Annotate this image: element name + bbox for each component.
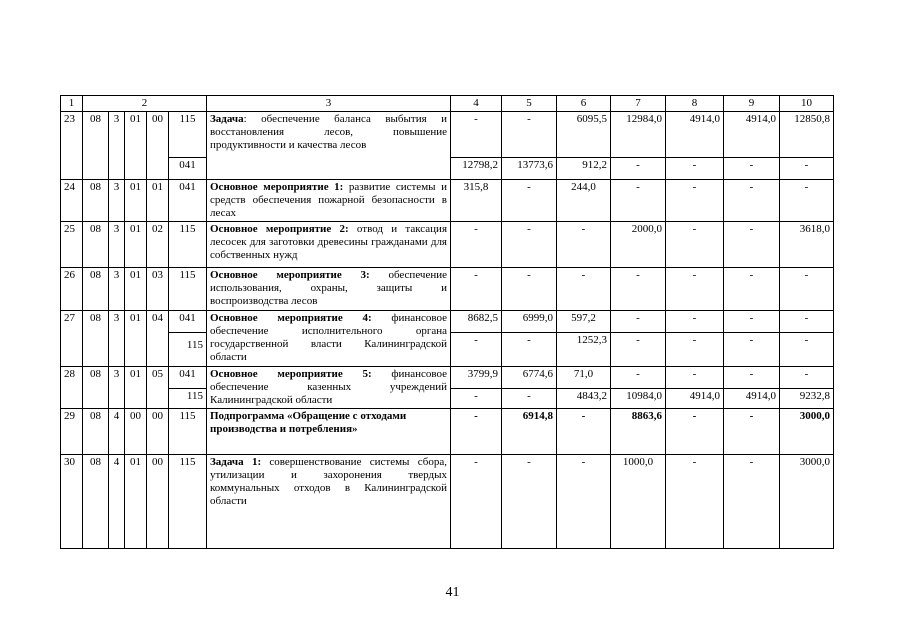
description-cell: [207, 455, 451, 549]
code-cell: 00: [147, 112, 169, 180]
description-text: : обеспечение баланса выбытия и восстановления лесов, повышение продуктивности и качества лесов: [210, 113, 447, 151]
code-cell: 00: [147, 455, 169, 549]
value-cell: -: [724, 222, 780, 268]
value-cell: -: [611, 158, 666, 180]
budget-table: [60, 95, 834, 549]
value-cell: -: [724, 180, 780, 222]
value-cell: 6095,5: [557, 112, 611, 158]
description-cell: [207, 367, 451, 409]
value-cell: 6914,8: [502, 409, 557, 455]
value-cell: -: [451, 112, 502, 158]
value-cell: -: [666, 311, 724, 333]
value-cell: 4914,0: [666, 389, 724, 409]
value-cell: 13773,6: [502, 158, 557, 180]
value-cell: 71,0: [557, 367, 611, 389]
value-cell: 4914,0: [666, 112, 724, 158]
value-cell: -: [724, 158, 780, 180]
value-cell: 2000,0: [611, 222, 666, 268]
code-cell: 01: [125, 367, 147, 409]
description-label: Основное мероприятие 3:: [210, 269, 370, 281]
code-cell: 08: [83, 409, 109, 455]
value-cell: -: [502, 180, 557, 222]
header-row: [61, 96, 834, 112]
value-cell: 6774,6: [502, 367, 557, 389]
value-cell: 912,2: [557, 158, 611, 180]
value-cell: -: [666, 455, 724, 549]
value-cell: -: [451, 333, 502, 367]
value-cell: -: [780, 367, 834, 389]
header-cell: 5: [502, 96, 557, 112]
code-cell: 3: [109, 367, 125, 409]
table-row: [61, 222, 834, 268]
description-cell: [207, 268, 451, 311]
value-cell: -: [666, 180, 724, 222]
subprogram-title: Подпрограмма «Обращение с отходами производства и потребления»: [207, 409, 451, 455]
row-number: 25: [61, 222, 83, 268]
code-cell: 115: [169, 222, 207, 268]
description-cell: [207, 112, 451, 180]
value-cell: -: [451, 389, 502, 409]
code-cell: 041: [169, 367, 207, 389]
code-cell: 01: [125, 112, 147, 180]
value-cell: -: [611, 333, 666, 367]
code-cell: 115: [169, 112, 207, 158]
value-cell: -: [724, 268, 780, 311]
code-cell: 02: [147, 222, 169, 268]
row-number: 26: [61, 268, 83, 311]
code-cell: 01: [125, 180, 147, 222]
code-cell: 115: [169, 268, 207, 311]
description-label: Основное мероприятие 1:: [210, 181, 344, 193]
value-cell: 12850,8: [780, 112, 834, 158]
row-number: 29: [61, 409, 83, 455]
value-cell: -: [502, 268, 557, 311]
value-cell: -: [611, 367, 666, 389]
code-cell: 05: [147, 367, 169, 409]
code-cell: 3: [109, 112, 125, 180]
description-text: обеспечение использования, охраны, защиты и воспроизводства лесов: [210, 269, 447, 307]
code-cell: 3: [109, 222, 125, 268]
value-cell: -: [666, 333, 724, 367]
code-cell: 4: [109, 409, 125, 455]
description-label: Основное мероприятие 2:: [210, 223, 349, 235]
value-cell: -: [780, 333, 834, 367]
header-cell: 8: [666, 96, 724, 112]
code-cell: 01: [125, 455, 147, 549]
table-row: [61, 455, 834, 549]
row-number: 28: [61, 367, 83, 409]
value-cell: -: [724, 455, 780, 549]
header-cell: 7: [611, 96, 666, 112]
code-cell: 08: [83, 268, 109, 311]
value-cell: -: [451, 268, 502, 311]
code-cell: 115: [169, 409, 207, 455]
value-cell: -: [666, 367, 724, 389]
value-cell: -: [611, 311, 666, 333]
code-cell: 08: [83, 180, 109, 222]
code-cell: 01: [125, 311, 147, 367]
value-cell: 10984,0: [611, 389, 666, 409]
value-cell: 597,2: [557, 311, 611, 333]
header-cell: 9: [724, 96, 780, 112]
description-cell: [207, 180, 451, 222]
value-cell: -: [780, 158, 834, 180]
value-cell: -: [502, 455, 557, 549]
code-cell: 08: [83, 112, 109, 180]
value-cell: 6999,0: [502, 311, 557, 333]
value-cell: -: [557, 222, 611, 268]
code-cell: 03: [147, 268, 169, 311]
code-cell: 041: [169, 180, 207, 222]
code-cell: 041: [169, 311, 207, 333]
value-cell: -: [557, 268, 611, 311]
header-cell: 10: [780, 96, 834, 112]
page-number: 41: [445, 585, 460, 600]
code-cell: 04: [147, 311, 169, 367]
code-cell: 08: [83, 367, 109, 409]
row-number: 27: [61, 311, 83, 367]
code-cell: 4: [109, 455, 125, 549]
table-row: [61, 409, 834, 455]
description-label: Задача 1:: [210, 456, 262, 468]
value-cell: -: [724, 409, 780, 455]
code-cell: 3: [109, 311, 125, 367]
value-cell: -: [451, 455, 502, 549]
value-cell: -: [502, 222, 557, 268]
value-cell: 4914,0: [724, 112, 780, 158]
value-cell: 4914,0: [724, 389, 780, 409]
code-cell: 08: [83, 222, 109, 268]
description-label: Основное мероприятие 4:: [210, 312, 372, 324]
description-text: финансовое обеспечение казенных учреждений Калининградской области: [210, 368, 448, 406]
value-cell: 4843,2: [557, 389, 611, 409]
value-cell: 244,0: [557, 180, 611, 222]
description-cell: [207, 222, 451, 268]
header-cell: 2: [83, 96, 207, 112]
value-cell: -: [666, 158, 724, 180]
description-text: развитие системы и средств обеспечения пожарной безопасности в лесах: [210, 181, 447, 219]
value-cell: -: [724, 311, 780, 333]
header-cell: 4: [451, 96, 502, 112]
code-cell: 3: [109, 180, 125, 222]
value-cell: 1000,0: [611, 455, 666, 549]
code-cell: 115: [169, 455, 207, 549]
code-cell: 08: [83, 455, 109, 549]
value-cell: -: [780, 311, 834, 333]
code-cell: 01: [125, 268, 147, 311]
value-cell: -: [666, 222, 724, 268]
value-cell: 9232,8: [780, 389, 834, 409]
header-cell: 3: [207, 96, 451, 112]
row-number: 30: [61, 455, 83, 549]
value-cell: 3000,0: [780, 455, 834, 549]
value-cell: -: [611, 268, 666, 311]
code-cell: 01: [147, 180, 169, 222]
header-cell: 6: [557, 96, 611, 112]
value-cell: 3618,0: [780, 222, 834, 268]
value-cell: 12984,0: [611, 112, 666, 158]
value-cell: -: [724, 367, 780, 389]
value-cell: 3000,0: [780, 409, 834, 455]
header-cell: 1: [61, 96, 83, 112]
value-cell: -: [780, 268, 834, 311]
table-row: [61, 180, 834, 222]
table-row: [61, 311, 834, 333]
value-cell: 1252,3: [557, 333, 611, 367]
table-row: [61, 367, 834, 389]
description-label: Основное мероприятие 5:: [210, 368, 372, 380]
description-cell: [207, 311, 451, 367]
code-cell: 3: [109, 268, 125, 311]
value-cell: 12798,2: [451, 158, 502, 180]
value-cell: 8863,6: [611, 409, 666, 455]
code-cell: 115: [169, 333, 207, 367]
value-cell: -: [611, 180, 666, 222]
code-cell: 08: [83, 311, 109, 367]
code-cell: 041: [169, 158, 207, 180]
description-text: финансовое обеспечение исполнительного органа государственной власти Калининградской области: [210, 312, 448, 363]
value-cell: -: [666, 268, 724, 311]
value-cell: -: [451, 222, 502, 268]
value-cell: 8682,5: [451, 311, 502, 333]
description-text: отвод и таксация лесосек для заготовки древесины гражданами для собственных нужд: [210, 223, 448, 261]
value-cell: 315,8: [451, 180, 502, 222]
code-cell: 115: [169, 389, 207, 409]
code-cell: 01: [125, 222, 147, 268]
code-cell: 00: [147, 409, 169, 455]
table-row: [61, 112, 834, 158]
description-text: совершенствование системы сбора, утилизации и захоронения твердых коммунальных отходов в Калининградской области: [210, 456, 448, 507]
value-cell: -: [666, 409, 724, 455]
row-number: 24: [61, 180, 83, 222]
value-cell: -: [780, 180, 834, 222]
value-cell: -: [502, 112, 557, 158]
description-label: Задача: [210, 113, 244, 125]
value-cell: 3799,9: [451, 367, 502, 389]
value-cell: -: [451, 409, 502, 455]
value-cell: -: [502, 389, 557, 409]
value-cell: -: [724, 333, 780, 367]
row-number: 23: [61, 112, 83, 180]
value-cell: -: [557, 455, 611, 549]
table-row: [61, 268, 834, 311]
value-cell: -: [557, 409, 611, 455]
code-cell: 00: [125, 409, 147, 455]
value-cell: -: [502, 333, 557, 367]
